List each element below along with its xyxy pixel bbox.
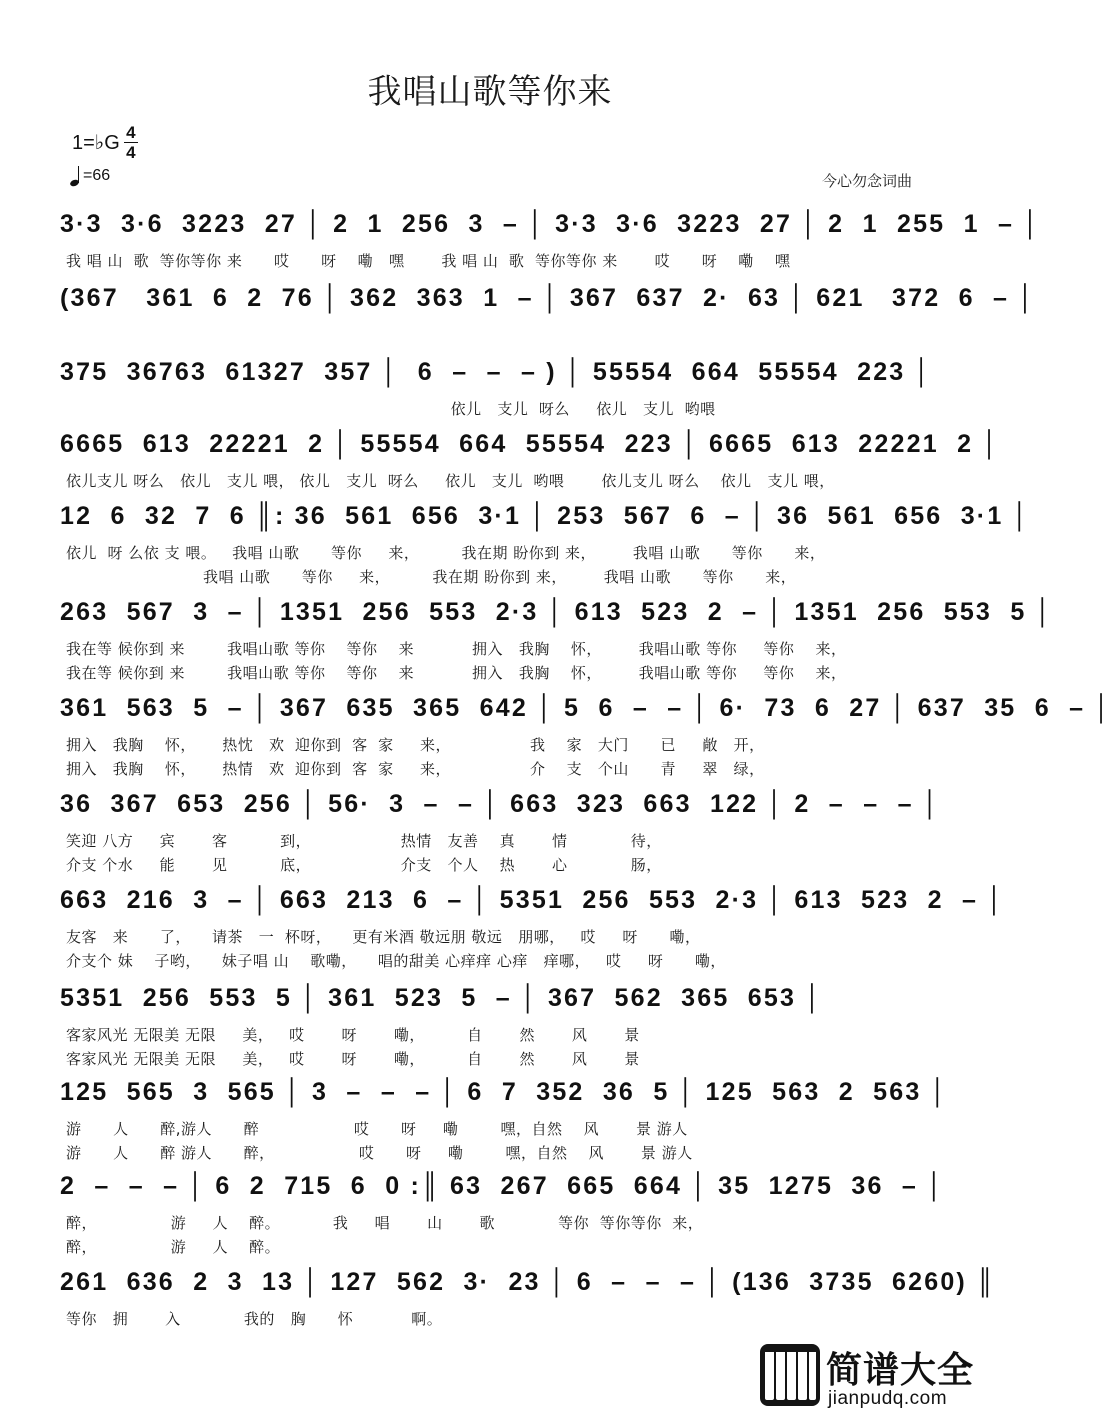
page-title: 我唱山歌等你来 [367, 72, 613, 112]
lyric-line: 拥入 我胸 怀， 热忱 欢 迎你到 客 家 来， 我 家 大门 已 敞 开， [66, 736, 765, 754]
notation-line: 2 – – – │ 6 2 715 6 0 :║ 63 267 665 664 │ 35 1275 36 – │ [60, 1172, 945, 1200]
lyric-line: 客家风光 无限美 无限 美， 哎 呀 嘞， 自 然 风 景 [66, 1026, 640, 1044]
notation-line: 263 567 3 – │ 1351 256 553 2·3 │ 613 523 2 – │ 1351 256 553 5 │ [60, 598, 1054, 626]
lyric-line: 依儿 呀 么依 支 喂。 我唱 山歌 等你 来， 我在期 盼你到 来， 我唱 山歌 等你 来， [66, 544, 826, 562]
piano-keys-icon [760, 1344, 820, 1406]
notation-line: 125 565 3 565 │ 3 – – – │ 6 7 352 36 5 │ 125 563 2 563 │ [60, 1078, 949, 1106]
logo-name: 简谱大全 [826, 1350, 975, 1391]
time-signature [124, 124, 138, 161]
notation-line: 361 563 5 – │ 367 635 365 642 │ 5 6 – – │ 6· 73 6 27 │ 637 35 6 – │ [60, 694, 1112, 722]
lyric-line: 客家风光 无限美 无限 美， 哎 呀 嘞， 自 然 风 景 [66, 1050, 640, 1068]
key-signature [72, 124, 138, 161]
lyric-line: 我唱 山歌 等你 来， 我在期 盼你到 来， 我唱 山歌 等你 来， [66, 568, 797, 586]
time-signature-top: 4 [126, 123, 136, 142]
site-logo [760, 1340, 980, 1415]
lyric-line: 我 唱 山 歌 等你等你 来 哎 呀 嘞 嘿 我 唱 山 歌 等你等你 来 哎 呀 嘞 嘿 [66, 252, 791, 270]
key-label: 1=♭G [72, 132, 120, 154]
lyric-line: 我在等 候你到 来 我唱山歌 等你 等你 来 拥入 我胸 怀， 我唱山歌 等你 等你 来， [66, 664, 847, 682]
lyric-line: 拥入 我胸 怀， 热情 欢 迎你到 客 家 来， 介 支 个山 青 翠 绿， [66, 760, 765, 778]
notation-line: 36 367 653 256 │ 56· 3 – – │ 663 323 663 122 │ 2 – – – │ [60, 790, 941, 818]
lyric-line: 介支个 妹 子哟， 妹子唱 山 歌嘞， 唱的甜美 心痒痒 心痒 痒哪， 哎 呀 嘞， [66, 952, 726, 970]
lyric-line: 游 人 醉,游人 醉 哎 呀 嘞 嘿，自然 风 景 游人 [66, 1120, 688, 1138]
tempo-value: =66 [83, 167, 111, 184]
notation-line: 5351 256 553 5 │ 361 523 5 – │ 367 562 365 653 │ [60, 984, 824, 1012]
lyric-line: 醉， 游 人 醉。 [66, 1238, 281, 1256]
lyric-line: 介支 个水 能 见 底， 介支 个人 热 心 肠， [66, 856, 662, 874]
lyric-line: 等你 拥 入 我的 胸 怀 啊。 [66, 1310, 443, 1328]
lyric-line: 笑迎 八方 宾 客 到， 热情 友善 真 情 待， [66, 832, 662, 850]
lyric-line: 友客 来 了， 请茶 一 杯呀， 更有米酒 敬远朋 敬远 朋哪， 哎 呀 嘞， [66, 928, 701, 946]
notation-line: 3·3 3·6 3223 27 │ 2 1 256 3 – │ 3·3 3·6 3223 27 │ 2 1 255 1 – │ [60, 210, 1042, 238]
composer-credit: 今心勿念词曲 [821, 172, 912, 190]
notation-line: 12 6 32 7 6 ║: 36 561 656 3·1 │ 253 567 6 – │ 36 561 656 3·1 │ [60, 502, 1031, 530]
quarter-note-icon [70, 166, 80, 186]
notation-line: 375 36763 61327 357 │ 6 – – – ) │ 55554 664 55554 223 │ [60, 358, 933, 386]
notation-line: 261 636 2 3 13 │ 127 562 3· 23 │ 6 – – – │ (136 3735 6260) ║ [60, 1268, 997, 1296]
tempo-marking [70, 166, 110, 186]
lyric-line: 醉， 游 人 醉。 我 唱 山 歌 等你 等你等你 来， [66, 1214, 704, 1232]
notation-line: (367 361 6 2 76 │ 362 363 1 – │ 367 637 2· 63 │ 621 372 6 – │ [60, 284, 1037, 312]
lyric-line: 我在等 候你到 来 我唱山歌 等你 等你 来 拥入 我胸 怀， 我唱山歌 等你 等你 来， [66, 640, 847, 658]
notation-line: 6665 613 22221 2 │ 55554 664 55554 223 │ 6665 613 22221 2 │ [60, 430, 1001, 458]
logo-url: jianpudq.com [828, 1388, 948, 1409]
lyric-line: 依儿 支儿 呀么 依儿 支儿 哟喂 [66, 400, 716, 418]
lyric-line: 依儿支儿 呀么 依儿 支儿 喂， 依儿 支儿 呀么 依儿 支儿 哟喂 依儿支儿 呀么 依儿 支儿 喂， [66, 472, 835, 490]
notation-line: 663 216 3 – │ 663 213 6 – │ 5351 256 553 2·3 │ 613 523 2 – │ [60, 886, 1006, 914]
time-signature-bottom: 4 [126, 143, 136, 162]
lyric-line: 游 人 醉 游人 醉， 哎 呀 嘞 嘿，自然 风 景 游人 [66, 1144, 693, 1162]
